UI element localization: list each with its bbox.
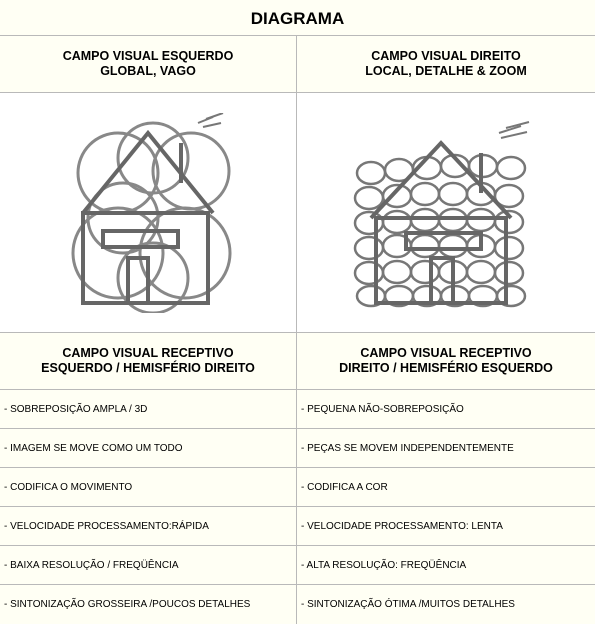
left-item-6: - SINTONIZAÇÃO GROSSEIRA /POUCOS DETALHES: [0, 585, 297, 624]
house-large-circles-drawing: [63, 113, 233, 313]
right-field-header-line2: LOCAL, DETALHE & ZOOM: [365, 64, 527, 78]
comparison-table: [0, 36, 595, 624]
right-item-1: - PEQUENA NÃO-SOBREPOSIÇÃO: [297, 390, 595, 429]
left-field-header-line1: CAMPO VISUAL ESQUERDO: [62, 49, 234, 63]
right-item-5: - ALTA RESOLUÇÃO: FREQÜÊNCIA: [297, 546, 595, 585]
left-field-header: [0, 36, 297, 93]
left-item-5: - BAIXA RESOLUÇÃO / FREQÜÊNCIA: [0, 546, 297, 585]
left-item-1: - SOBREPOSIÇÃO AMPLA / 3D: [0, 390, 297, 429]
diagram-title: DIAGRAMA: [0, 0, 595, 36]
right-item-6: - SINTONIZAÇÃO ÓTIMA /MUITOS DETALHES: [301, 599, 515, 610]
left-receptive-header-line1: CAMPO VISUAL RECEPTIVO: [62, 346, 234, 360]
right-field-header: [297, 36, 595, 93]
left-item-4: - VELOCIDADE PROCESSAMENTO:RÁPIDA: [0, 507, 297, 546]
right-item-3: - CODIFICA A COR: [297, 468, 595, 507]
right-field-header-line1: CAMPO VISUAL DIREITO: [371, 49, 521, 63]
left-house-illustration: [0, 93, 297, 333]
house-small-ovals-drawing: [351, 118, 541, 308]
left-receptive-header-line2: ESQUERDO / HEMISFÉRIO DIREITO: [41, 361, 255, 375]
left-item-2: - IMAGEM SE MOVE COMO UM TODO: [0, 429, 297, 468]
left-item-3: - CODIFICA O MOVIMENTO: [0, 468, 297, 507]
left-receptive-header: [0, 333, 297, 390]
left-field-header-line2: GLOBAL, VAGO: [100, 64, 196, 78]
right-receptive-header-line1: CAMPO VISUAL RECEPTIVO: [360, 346, 532, 360]
right-receptive-header: [297, 333, 595, 390]
right-item-2: - PEÇAS SE MOVEM INDEPENDENTEMENTE: [297, 429, 595, 468]
right-receptive-header-line2: DIREITO / HEMISFÉRIO ESQUERDO: [339, 361, 553, 375]
right-item-4: - VELOCIDADE PROCESSAMENTO: LENTA: [297, 507, 595, 546]
right-house-illustration: [297, 93, 595, 333]
